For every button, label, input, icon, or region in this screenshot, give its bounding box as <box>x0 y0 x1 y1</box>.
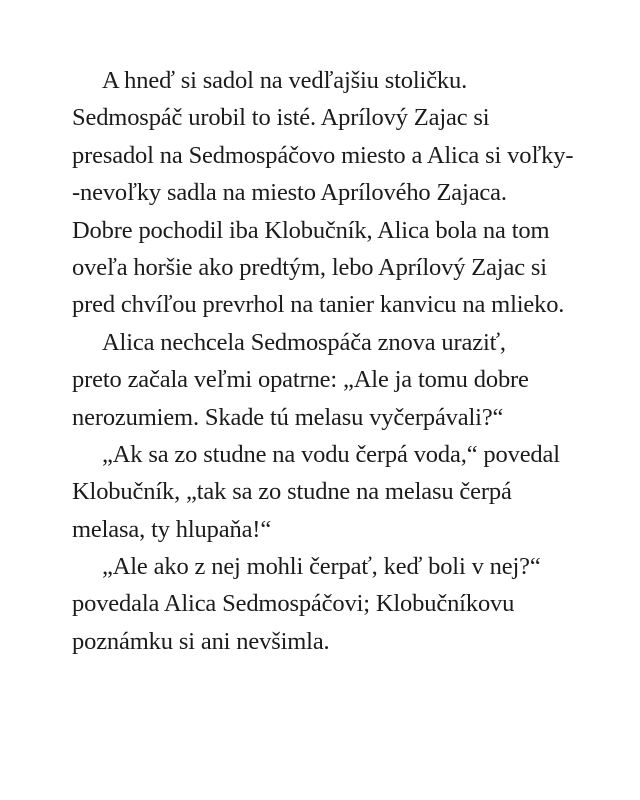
body-text <box>72 62 572 660</box>
text-line: „Ale ako z nej mohli čerpať, keď boli v nej?“ <box>102 553 541 581</box>
text-line: preto začala veľmi opatrne: „Ale ja tomu dobre <box>72 366 529 394</box>
text-line: poznámku si ani nevšimla. <box>72 627 330 655</box>
text-line: -nevoľky sadla na miesto Aprílového Zajaca. <box>72 179 507 207</box>
text-line: nerozumiem. Skade tú melasu vyčerpávali?“ <box>72 403 504 431</box>
text-line: Klobučník, „tak sa zo studne na melasu čerpá <box>72 478 512 506</box>
text-line: A hneď si sadol na vedľajšiu stoličku. <box>102 67 468 94</box>
text-line: Sedmospáč urobil to isté. Aprílový Zajac si <box>72 104 490 132</box>
text-line: pred chvíľou prevrhol na tanier kanvicu na mlieko. <box>72 291 565 319</box>
text-line: oveľa horšie ako predtým, lebo Aprílový Zajac si <box>72 253 547 281</box>
text-line: „Ak sa zo studne na vodu čerpá voda,“ povedal <box>102 440 560 468</box>
text-line: melasa, ty hlupaňa!“ <box>72 515 272 543</box>
text-line: Dobre pochodil iba Klobučník, Alica bola na tom <box>72 216 550 244</box>
text-line: povedala Alica Sedmospáčovi; Klobučníkovu <box>72 590 515 618</box>
text-line: presadol na Sedmospáčovo miesto a Alica si voľky- <box>72 141 574 169</box>
text-line: Alica nechcela Sedmospáča znova uraziť, <box>102 328 506 356</box>
